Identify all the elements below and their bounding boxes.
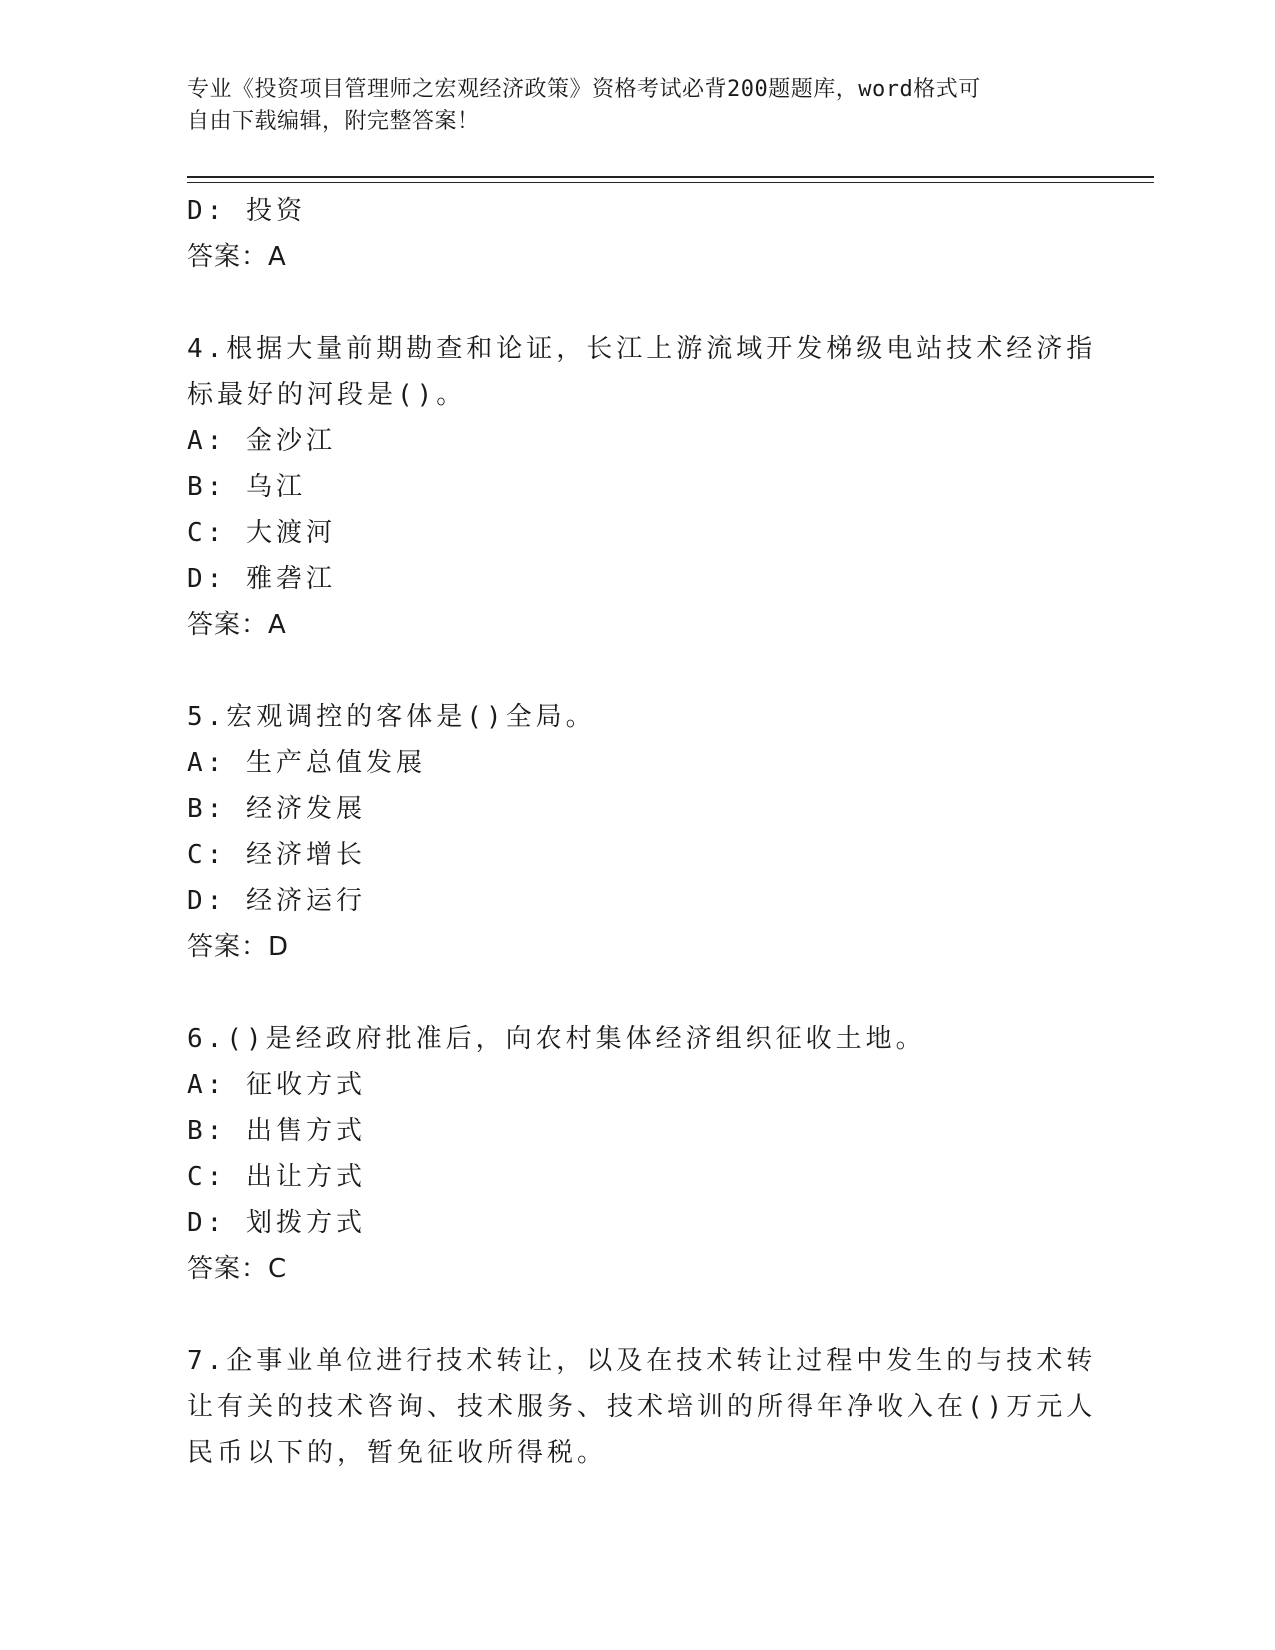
question-4-option-a: A: 金沙江	[187, 426, 336, 456]
question-5-option-d: D: 经济运行	[187, 886, 366, 916]
question-5-text-line-1: 5.宏观调控的客体是()全局。	[187, 702, 596, 732]
spacer	[187, 280, 1067, 326]
prev-answer: 答案：A	[187, 242, 287, 272]
question-4-option-d: D: 雅砻江	[187, 564, 336, 594]
question-4-option-b: B: 乌江	[187, 472, 306, 502]
header-title-line-1: 专业《投资项目管理师之宏观经济政策》资格考试必背200题题库，word格式可	[187, 77, 981, 102]
question-6-answer: 答案：C	[187, 1254, 288, 1284]
question-6	[187, 1016, 1067, 1292]
spacer	[187, 970, 1067, 1016]
header-title-line-2: 自由下载编辑，附完整答案！	[187, 109, 480, 134]
question-6-option-a: A: 征收方式	[187, 1070, 366, 1100]
question-6-option-c: C: 出让方式	[187, 1162, 366, 1192]
question-5-option-c: C: 经济增长	[187, 840, 366, 870]
question-list	[187, 188, 1097, 1476]
header-rule-thin	[187, 182, 1154, 183]
question-6-option-d: D: 划拨方式	[187, 1208, 366, 1238]
header-rule-thick	[187, 176, 1154, 178]
question-5-option-a: A: 生产总值发展	[187, 748, 426, 778]
spacer	[187, 648, 1067, 694]
question-7-text-line-1: 7.企事业单位进行技术转让，以及在技术转让过程中发生的与技术转	[187, 1346, 1097, 1376]
question-6-text-line-1: 6.()是经政府批准后，向农村集体经济组织征收土地。	[187, 1024, 926, 1054]
question-4-option-c: C: 大渡河	[187, 518, 336, 548]
document-header	[187, 74, 1067, 138]
question-4-answer: 答案：A	[187, 610, 287, 640]
question-4-text-line-1: 4.根据大量前期勘查和论证，长江上游流域开发梯级电站技术经济指	[187, 334, 1097, 364]
question-4-text-line-2: 标最好的河段是()。	[187, 380, 467, 410]
question-7-text-line-2: 让有关的技术咨询、技术服务、技术培训的所得年净收入在()万元人	[187, 1392, 1097, 1422]
question-5-answer: 答案：D	[187, 932, 290, 962]
question-7-text-line-3: 民币以下的，暂免征收所得税。	[187, 1438, 608, 1468]
question-6-option-b: B: 出售方式	[187, 1116, 366, 1146]
question-5-option-b: B: 经济发展	[187, 794, 366, 824]
spacer	[187, 1292, 1067, 1338]
question-7	[187, 1338, 1097, 1476]
question-4	[187, 326, 1097, 648]
question-5	[187, 694, 1067, 970]
prev-option-d: D: 投资	[187, 196, 306, 226]
